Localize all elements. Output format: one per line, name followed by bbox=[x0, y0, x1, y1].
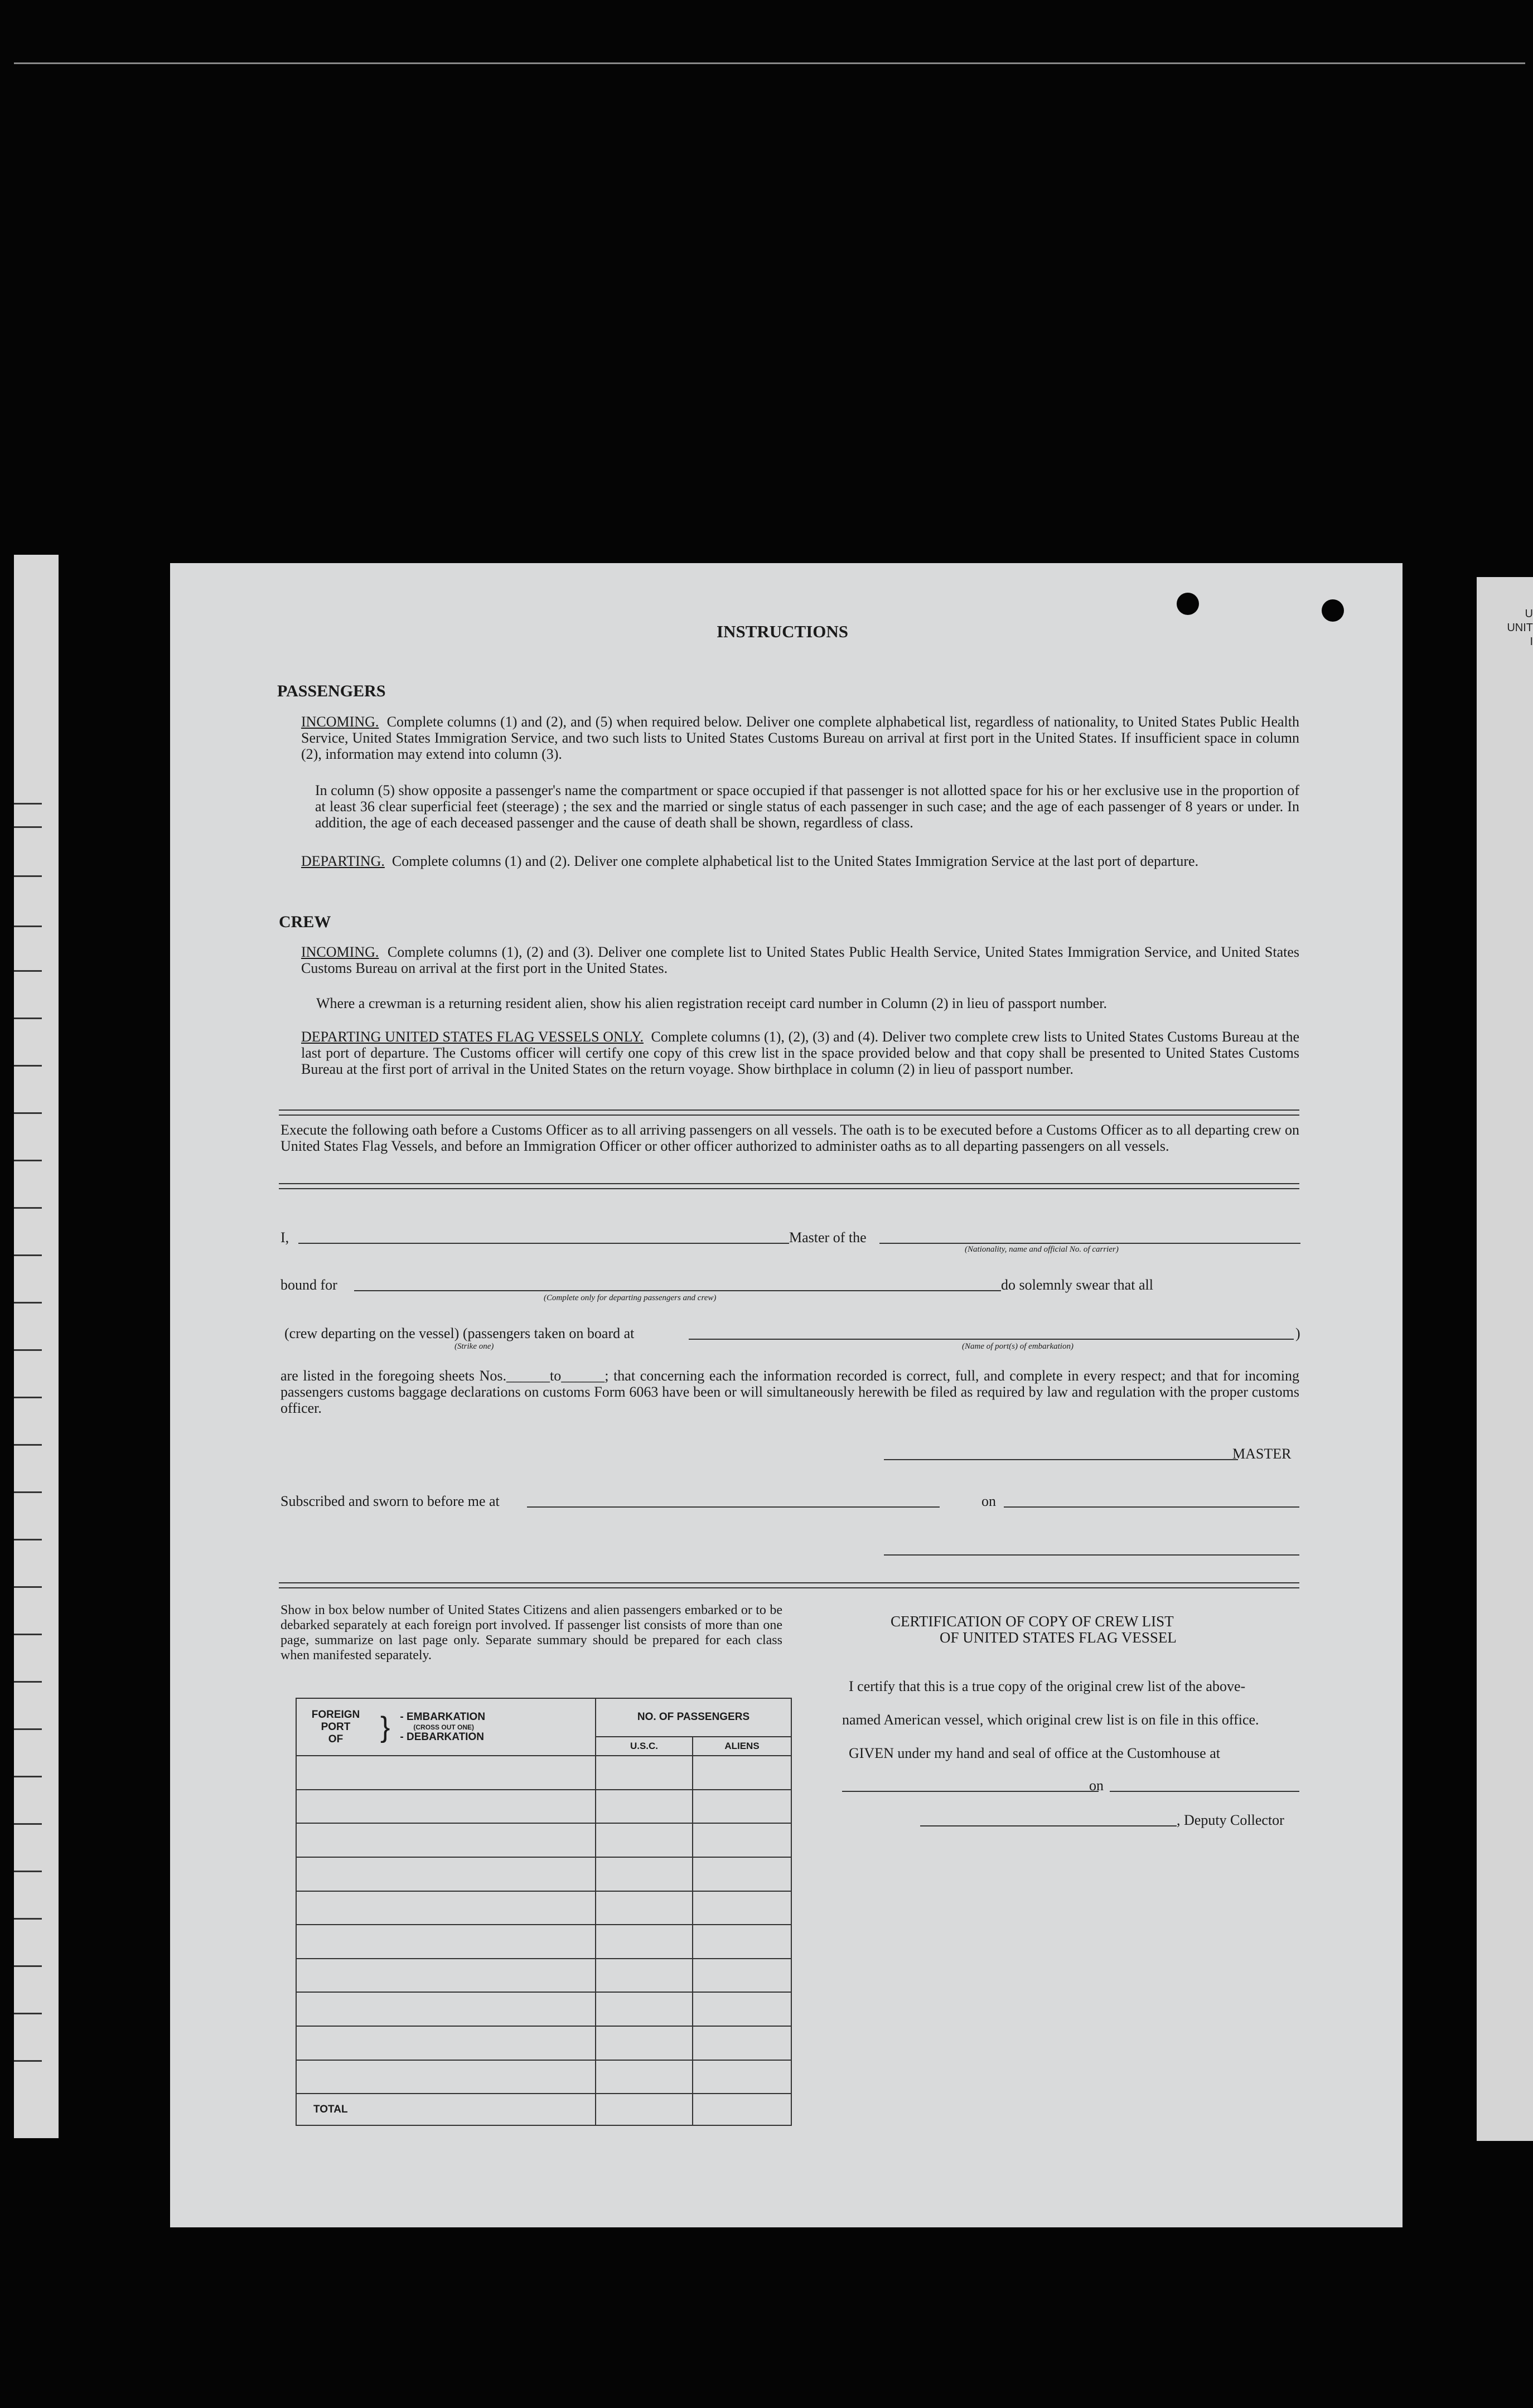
total-row[interactable] bbox=[296, 2094, 791, 2125]
incoming-text: Complete columns (1) and (2), and (5) when required below. Deliver one complete alphabetical list, regardless of nationality, to United States Public Health Service, United States Immigration Service, and two such lists to United States Customs Bureau on arrival at first port in the United States. If insufficient space in column (2), information may extend into column (3). bbox=[301, 714, 1299, 762]
subscribed-place-line[interactable] bbox=[527, 1506, 940, 1508]
brace: } bbox=[380, 1711, 390, 1743]
passenger-summary-table bbox=[296, 1698, 792, 2126]
officer-signature-line[interactable] bbox=[884, 1554, 1299, 1556]
table-row[interactable] bbox=[296, 2026, 791, 2060]
master-label: MASTER bbox=[1232, 1446, 1292, 1462]
instruction-sheet bbox=[170, 563, 1403, 2227]
listed-paragraph: are listed in the foregoing sheets Nos.______to______; that concerning each the information recorded is correct, full, and complete in every respect; and that for incoming passengers customs baggage declarations on customs Form 6063 have been or will simultaneously herewith be filed as required by law and regulation with the proper customs officer. bbox=[281, 1368, 1299, 1416]
punch-hole bbox=[1322, 599, 1344, 622]
passengers-departing-paragraph bbox=[301, 853, 1299, 869]
certification-title-1: CERTIFICATION OF COPY OF CREW LIST bbox=[891, 1613, 1174, 1630]
crew-departing-label: (crew departing on the vessel) (passengers taken on board at bbox=[284, 1325, 635, 1341]
subscribed-label: Subscribed and sworn to before me at bbox=[281, 1493, 500, 1509]
usc-header: U.S.C. bbox=[596, 1737, 693, 1756]
bound-for-line[interactable] bbox=[354, 1290, 1001, 1291]
table-row[interactable] bbox=[296, 1992, 791, 2026]
complete-note: (Complete only for departing passengers and crew) bbox=[544, 1293, 717, 1302]
strike-note: (Strike one) bbox=[454, 1342, 494, 1351]
punch-hole bbox=[1177, 593, 1199, 615]
foreign-port-line: PORT bbox=[321, 1721, 351, 1733]
crew-incoming-paragraph bbox=[301, 944, 1299, 976]
on-label: on bbox=[981, 1493, 996, 1509]
table-row[interactable] bbox=[296, 1857, 791, 1891]
debarkation-label[interactable]: - DEBARKATION bbox=[400, 1731, 484, 1743]
table-row[interactable] bbox=[296, 1756, 791, 1790]
crew-resident-paragraph: Where a crewman is a returning resident alien, show his alien registration receipt card number in Column (2) in lieu of passport number. bbox=[316, 995, 1108, 1011]
table-row[interactable] bbox=[296, 1823, 791, 1857]
certify-line-1: I certify that this is a true copy of the original crew list of the above- bbox=[849, 1678, 1246, 1694]
crew-departing-label: DEPARTING UNITED STATES FLAG VESSELS ONLY. bbox=[301, 1029, 644, 1045]
crew-incoming-text: Complete columns (1), (2) and (3). Deliver one complete list to United States Public Health Service, United States Immigration Service, and United States Customs Bureau on arrival at the first port in the United States. bbox=[301, 944, 1299, 976]
given-line: GIVEN under my hand and seal of office at the Customhouse at bbox=[849, 1745, 1220, 1761]
summary-intro: Show in box below number of United States Citizens and alien passengers embarked or to be debarked separately at each foreign port involved. If passenger list consists of more than one page, summarize on last page only. Separate summary should be prepared for each class when manifested separately. bbox=[281, 1603, 782, 1663]
certify-line-2: named American vessel, which original crew list is on file in this office. bbox=[842, 1712, 1259, 1728]
crew-heading: CREW bbox=[279, 913, 331, 931]
aliens-header: ALIENS bbox=[693, 1737, 791, 1756]
swear-label: do solemnly swear that all bbox=[1001, 1277, 1153, 1293]
departing-text: Complete columns (1) and (2). Deliver one complete alphabetical list to the United States Immigration Service at the last port of departure. bbox=[391, 853, 1199, 869]
film-edge-line bbox=[14, 62, 1525, 64]
crew-incoming-label: INCOMING. bbox=[301, 944, 379, 960]
embarkation-port-line[interactable] bbox=[689, 1339, 1294, 1340]
deputy-signature-line[interactable] bbox=[920, 1825, 1177, 1826]
nationality-note: (Nationality, name and official No. of carrier) bbox=[965, 1245, 1119, 1254]
bound-for-label: bound for bbox=[281, 1277, 337, 1293]
table-row[interactable] bbox=[296, 1959, 791, 1993]
double-rule bbox=[279, 1183, 1299, 1189]
passengers-incoming-paragraph bbox=[301, 714, 1299, 762]
incoming-label: INCOMING. bbox=[301, 714, 379, 730]
customhouse-line[interactable] bbox=[842, 1791, 1099, 1792]
ports-note: (Name of port(s) of embarkation) bbox=[962, 1342, 1073, 1351]
close-paren: ) bbox=[1295, 1325, 1300, 1341]
foreign-port-line: FOREIGN bbox=[311, 1708, 360, 1721]
oath-intro: Execute the following oath before a Customs Officer as to all arriving passengers on all vessels. The oath is to be executed before a Customs Officer as to all departing crew on United States Flag Vessels, and before an Immigration Officer or other officer authorized to administer oaths as to all departing passengers on all vessels. bbox=[281, 1122, 1299, 1154]
table-row[interactable] bbox=[296, 2060, 791, 2094]
no-of-passengers-header: NO. OF PASSENGERS bbox=[596, 1698, 791, 1737]
departing-label: DEPARTING. bbox=[301, 853, 385, 869]
foreign-port-line: OF bbox=[328, 1733, 344, 1745]
embarkation-label[interactable]: - EMBARKATION bbox=[400, 1711, 486, 1723]
total-label: TOTAL bbox=[296, 2094, 596, 2125]
subscribed-date-line[interactable] bbox=[1004, 1506, 1299, 1508]
master-name-line[interactable] bbox=[298, 1243, 789, 1244]
i-label: I, bbox=[281, 1229, 289, 1246]
certification-title-2: OF UNITED STATES FLAG VESSEL bbox=[940, 1629, 1177, 1646]
table-row[interactable] bbox=[296, 1925, 791, 1959]
page-title: INSTRUCTIONS bbox=[717, 622, 849, 641]
adjacent-page-left bbox=[14, 555, 59, 2138]
table-row[interactable] bbox=[296, 1790, 791, 1824]
master-signature-line[interactable] bbox=[884, 1459, 1238, 1460]
column5-paragraph: In column (5) show opposite a passenger's name the compartment or space occupied if that passenger is not allotted space for his or her exclusive use in the proportion of at least 36 clear superficial feet (steerage) ; the sex and the married or single status of each passenger in such case; and the age of each passenger of 8 years or under. In addition, the age of each deceased passenger and the cause of death shall be shown, regardless of class. bbox=[315, 782, 1299, 831]
deputy-collector-label: , Deputy Collector bbox=[1177, 1812, 1284, 1828]
cert-date-line[interactable] bbox=[1110, 1791, 1299, 1792]
master-of-label: Master of the bbox=[789, 1229, 867, 1246]
crew-departing-text: Complete columns (1), (2), (3) and (4). Deliver two complete crew lists to United States Customs Bureau at the last port of departure. The Customs officer will certify one copy of this crew list in the space provided below and that copy shall be presented to United States Customs Bureau at the first port of arrival in the United States on the return voyage. Show birthplace in column (2) in lieu of passport number. bbox=[301, 1029, 1300, 1077]
adjacent-page-right: U UNIT I bbox=[1477, 577, 1533, 2141]
passengers-heading: PASSENGERS bbox=[277, 682, 386, 700]
crew-departing-paragraph bbox=[301, 1029, 1299, 1077]
cert-on-label: on bbox=[1089, 1777, 1104, 1794]
cross-out-note: (CROSS OUT ONE) bbox=[413, 1723, 475, 1731]
carrier-line[interactable] bbox=[879, 1243, 1300, 1244]
double-rule bbox=[279, 1582, 1299, 1588]
table-row[interactable] bbox=[296, 1891, 791, 1925]
double-rule bbox=[279, 1109, 1299, 1116]
